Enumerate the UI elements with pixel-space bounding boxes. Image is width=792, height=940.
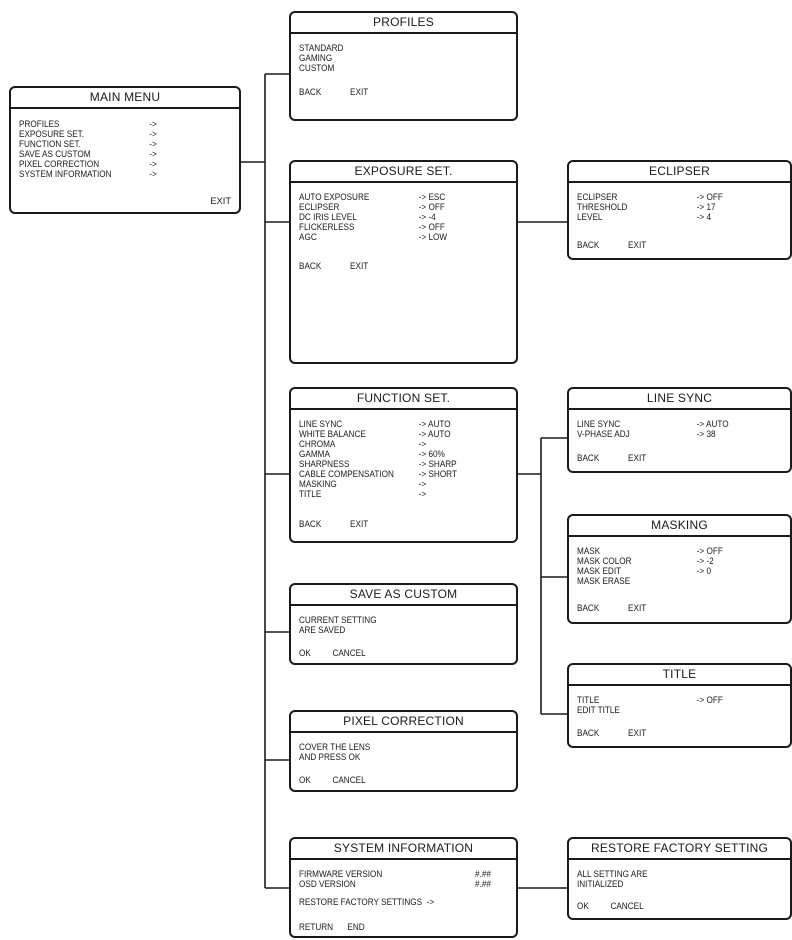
profiles-item-standard[interactable]: STANDARD xyxy=(299,43,344,53)
system-info-menu-box xyxy=(289,837,518,938)
line-sync-item-v-phase[interactable]: V-PHASE ADJ -> 38 xyxy=(577,429,716,439)
eclipser-title: ECLIPSER xyxy=(569,162,790,183)
restore-factory-title: RESTORE FACTORY SETTING xyxy=(569,839,790,860)
main-menu-item-function[interactable]: FUNCTION SET. -> xyxy=(19,139,157,149)
title-menu-box xyxy=(567,663,792,748)
exposure-menu-box xyxy=(289,160,518,364)
pixel-correction-line-2: AND PRESS OK xyxy=(299,752,361,762)
function-title: FUNCTION SET. xyxy=(291,389,516,410)
function-item-cable-compensation[interactable]: CABLE COMPENSATION -> SHORT xyxy=(299,469,457,479)
function-back[interactable]: BACK xyxy=(299,519,322,529)
pixel-correction-cancel[interactable]: CANCEL xyxy=(332,775,366,785)
exposure-item-eclipser[interactable]: ECLIPSER -> OFF xyxy=(299,202,445,212)
eclipser-back[interactable]: BACK xyxy=(577,240,600,250)
profiles-item-custom[interactable]: CUSTOM xyxy=(299,63,335,73)
line-sync-menu-box xyxy=(567,387,792,473)
system-info-end[interactable]: END xyxy=(347,922,365,932)
eclipser-item-level[interactable]: LEVEL -> 4 xyxy=(577,212,712,222)
exposure-back[interactable]: BACK xyxy=(299,261,322,271)
pixel-correction-title: PIXEL CORRECTION xyxy=(291,712,516,733)
masking-title: MASKING xyxy=(569,516,790,537)
eclipser-menu-box xyxy=(567,160,792,260)
function-item-chroma[interactable]: CHROMA -> xyxy=(299,439,427,449)
title-menu-title: TITLE xyxy=(569,665,790,686)
masking-exit[interactable]: EXIT xyxy=(628,603,647,613)
line-sync-item-line-sync[interactable]: LINE SYNC -> AUTO xyxy=(577,419,729,429)
pixel-correction-ok[interactable]: OK xyxy=(299,775,311,785)
title-back[interactable]: BACK xyxy=(577,728,600,738)
exposure-item-auto-exposure[interactable]: AUTO EXPOSURE -> ESC xyxy=(299,192,446,202)
function-item-title[interactable]: TITLE -> xyxy=(299,489,427,499)
main-menu-title: MAIN MENU xyxy=(11,88,239,109)
restore-factory-ok[interactable]: OK xyxy=(577,901,589,911)
masking-item-mask-erase[interactable]: MASK ERASE xyxy=(577,576,631,586)
title-exit[interactable]: EXIT xyxy=(628,728,647,738)
masking-item-mask[interactable]: MASK -> OFF xyxy=(577,546,723,556)
line-sync-title: LINE SYNC xyxy=(569,389,790,410)
main-menu-item-save-custom[interactable]: SAVE AS CUSTOM -> xyxy=(19,149,157,159)
restore-factory-line-1: ALL SETTING ARE xyxy=(577,869,648,879)
system-info-title: SYSTEM INFORMATION xyxy=(291,839,516,860)
line-sync-back[interactable]: BACK xyxy=(577,453,600,463)
restore-factory-line-2: INITIALIZED xyxy=(577,879,624,889)
exposure-exit[interactable]: EXIT xyxy=(350,261,369,271)
function-menu-box xyxy=(289,387,518,543)
profiles-item-gaming[interactable]: GAMING xyxy=(299,53,333,63)
function-item-sharpness[interactable]: SHARPNESS -> SHARP xyxy=(299,459,457,469)
masking-item-mask-edit[interactable]: MASK EDIT -> 0 xyxy=(577,566,712,576)
function-exit[interactable]: EXIT xyxy=(350,519,369,529)
save-custom-line-1: CURRENT SETTING xyxy=(299,615,377,625)
function-item-line-sync[interactable]: LINE SYNC -> AUTO xyxy=(299,419,451,429)
function-item-masking[interactable]: MASKING -> xyxy=(299,479,427,489)
save-custom-ok[interactable]: OK xyxy=(299,648,311,658)
pixel-correction-menu-box xyxy=(289,710,518,792)
save-custom-menu-box xyxy=(289,583,518,665)
profiles-menu-box xyxy=(289,11,518,121)
main-menu-item-pixel-correction[interactable]: PIXEL CORRECTION -> xyxy=(19,159,157,169)
main-menu-exit[interactable]: EXIT xyxy=(210,196,231,206)
masking-menu-box xyxy=(567,514,792,624)
system-info-firmware: FIRMWARE VERSION #.## xyxy=(299,869,491,879)
restore-factory-menu-box xyxy=(567,837,792,920)
system-info-restore[interactable]: RESTORE FACTORY SETTINGS -> xyxy=(299,897,435,907)
main-menu-box xyxy=(9,86,241,214)
profiles-back[interactable]: BACK xyxy=(299,87,322,97)
profiles-exit[interactable]: EXIT xyxy=(350,87,369,97)
eclipser-item-threshold[interactable]: THRESHOLD -> 17 xyxy=(577,202,716,212)
pixel-correction-line-1: COVER THE LENS xyxy=(299,742,371,752)
eclipser-exit[interactable]: EXIT xyxy=(628,240,647,250)
save-custom-title: SAVE AS CUSTOM xyxy=(291,585,516,606)
profiles-title: PROFILES xyxy=(291,13,516,34)
exposure-item-flickerless[interactable]: FLICKERLESS -> OFF xyxy=(299,222,445,232)
title-item-edit-title[interactable]: EDIT TITLE xyxy=(577,705,620,715)
masking-item-mask-color[interactable]: MASK COLOR -> -2 xyxy=(577,556,714,566)
main-menu-item-exposure[interactable]: EXPOSURE SET. -> xyxy=(19,129,157,139)
masking-back[interactable]: BACK xyxy=(577,603,600,613)
eclipser-item-eclipser[interactable]: ECLIPSER -> OFF xyxy=(577,192,723,202)
main-menu-item-profiles[interactable]: PROFILES -> xyxy=(19,119,157,129)
function-item-gamma[interactable]: GAMMA -> 60% xyxy=(299,449,445,459)
system-info-osd: OSD VERSION #.## xyxy=(299,879,491,889)
system-info-return[interactable]: RETURN xyxy=(299,922,334,932)
exposure-item-dc-iris[interactable]: DC IRIS LEVEL -> -4 xyxy=(299,212,436,222)
title-item-title[interactable]: TITLE -> OFF xyxy=(577,695,723,705)
main-menu-item-system-info[interactable]: SYSTEM INFORMATION -> xyxy=(19,169,157,179)
line-sync-exit[interactable]: EXIT xyxy=(628,453,647,463)
save-custom-line-2: ARE SAVED xyxy=(299,625,346,635)
function-item-white-balance[interactable]: WHITE BALANCE -> AUTO xyxy=(299,429,451,439)
exposure-item-agc[interactable]: AGC -> LOW xyxy=(299,232,448,242)
save-custom-cancel[interactable]: CANCEL xyxy=(332,648,366,658)
exposure-title: EXPOSURE SET. xyxy=(291,162,516,183)
restore-factory-cancel[interactable]: CANCEL xyxy=(610,901,644,911)
